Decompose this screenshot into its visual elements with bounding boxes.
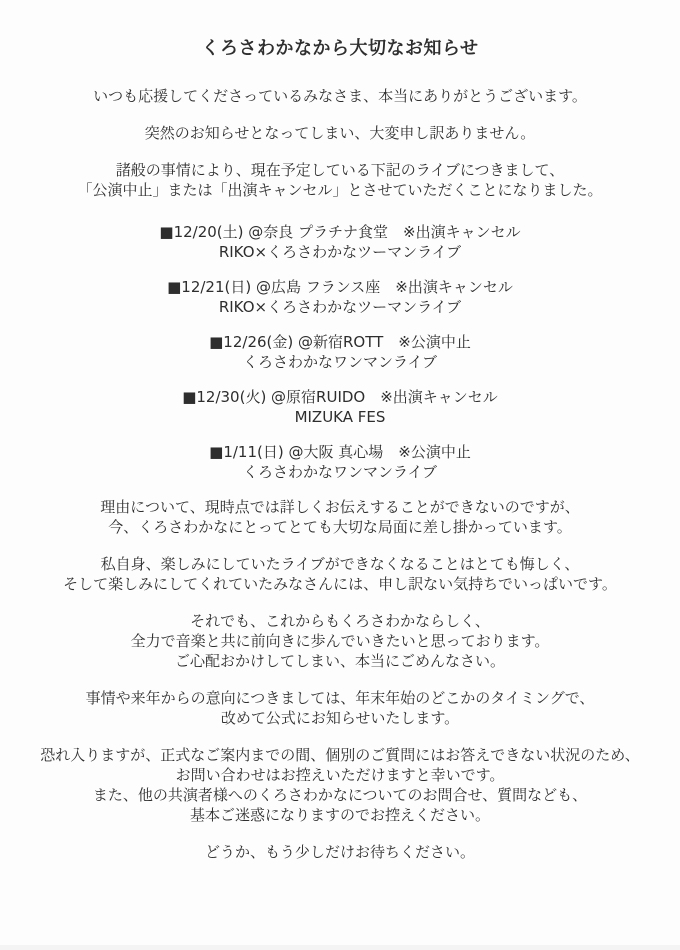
photo-bottom-edge: [0, 945, 680, 950]
event-heading: ■1/11(日) @大阪 真心場 ※公演中止: [209, 443, 471, 461]
event-item-1220-nara: [20, 222, 660, 262]
paragraph-line: ご心配おかけしてしまい、本当にごめんなさい。: [174, 652, 505, 670]
event-subtitle: MIZUKA FES: [294, 408, 386, 426]
paragraph-line: どうか、もう少しだけお待ちください。: [204, 843, 475, 861]
event-list: [20, 222, 660, 482]
paragraph-line: 恐れ入りますが、正式なご案内までの間、個別のご質問にはお答えできない状況のため、: [40, 746, 640, 764]
intro-paragraph-3: [20, 160, 660, 200]
paragraph-line: 基本ご迷惑になりますのでお控えください。: [189, 806, 490, 824]
closing-paragraph-final: [20, 842, 660, 862]
paragraph-line: お問い合わせはお控えいただけますと幸いです。: [175, 766, 505, 784]
paragraph-line: 私自身、楽しみにしていたライブができなくなることはとても悔しく、: [100, 555, 580, 573]
paragraph-line: 改めて公式にお知らせいたします。: [220, 709, 460, 727]
event-heading: ■12/21(日) @広島 フランス座 ※出演キャンセル: [167, 278, 513, 296]
paragraph-line: 理由について、現時点では詳しくお伝えすることができないのですが、: [100, 498, 580, 516]
event-heading: ■12/30(火) @原宿RUIDO ※出演キャンセル: [182, 388, 498, 406]
paragraph-line: また、他の共演者様へのくろさわかなについてのお問合せ、質問なども、: [92, 786, 588, 804]
closing-paragraph-3: [20, 611, 660, 671]
paragraph-line: それでも、これからもくろさわかならしく、: [190, 612, 490, 630]
paragraph-line: いつも応援してくださっているみなさま、本当にありがとうございます。: [93, 87, 587, 105]
paragraph-line: そして楽しみにしてくれていたみなさんには、申し訳ない気持ちでいっぱいです。: [63, 575, 617, 593]
event-subtitle: くろさわかなワンマンライブ: [242, 463, 438, 481]
paragraph-line: 今、くろさわかなにとってとても大切な局面に差し掛かっています。: [108, 518, 572, 536]
paragraph-line: 諸般の事情により、現在予定している下記のライブにつきまして、: [115, 161, 565, 179]
paragraph-line: 全力で音楽と共に前向きに歩んでいきたいと思っております。: [130, 632, 550, 650]
event-subtitle: RIKO×くろさわかなツーマンライブ: [218, 243, 462, 261]
event-item-1221-hiroshima: [20, 277, 660, 317]
closing-paragraph-1: [20, 497, 660, 537]
event-heading: ■12/20(土) @奈良 プラチナ食堂 ※出演キャンセル: [159, 223, 521, 241]
page-title: くろさわかなから大切なお知らせ: [201, 38, 479, 59]
paragraph-line: 事情や来年からの意向につきましては、年末年始のどこかのタイミングで、: [85, 689, 595, 707]
event-item-1230-harajuku: [20, 387, 660, 427]
paragraph-line: 「公演中止」または「出演キャンセル」とさせていただくことになりました。: [77, 181, 603, 199]
closing-paragraph-4: [20, 688, 660, 728]
closing-paragraph-5: [20, 745, 660, 825]
intro-paragraph-2: [20, 123, 660, 143]
event-subtitle: RIKO×くろさわかなツーマンライブ: [218, 298, 462, 316]
event-subtitle: くろさわかなワンマンライブ: [242, 353, 438, 371]
intro-paragraph-1: [20, 86, 660, 106]
paragraph-line: 突然のお知らせとなってしまい、大変申し訳ありません。: [144, 124, 536, 142]
event-heading: ■12/26(金) @新宿ROTT ※公演中止: [209, 333, 471, 351]
closing-paragraph-2: [20, 554, 660, 594]
event-item-0111-osaka: [20, 442, 660, 482]
event-item-1226-shinjuku: [20, 332, 660, 372]
